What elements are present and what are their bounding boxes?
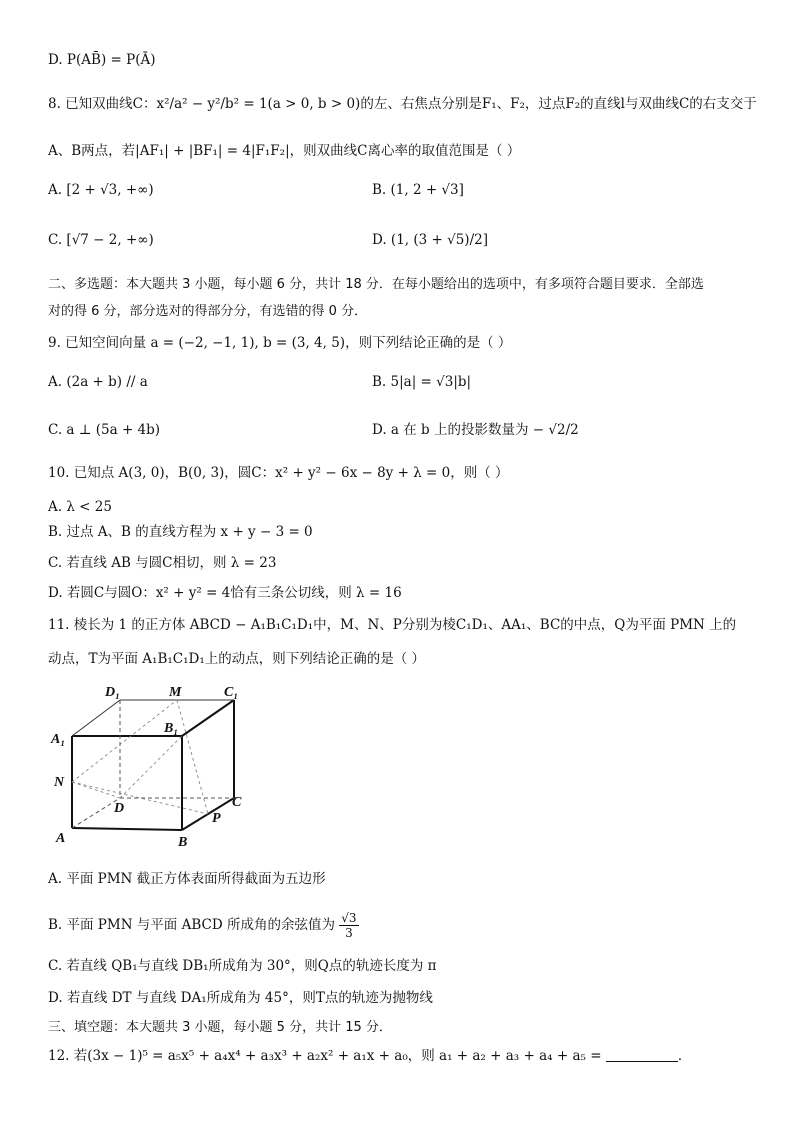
q9-option-d: D. a 在 b 上的投影数量为 − √2/2: [372, 422, 579, 438]
q8-option-a: A. [2 + √3, +∞): [48, 182, 154, 198]
q8-option-d: D. (1, (3 + √5)/2]: [372, 232, 488, 248]
question-12-text: 12. 若(3x − 1)⁵ = a₅x⁵ + a₄x⁴ + a₃x³ + a₂x² + a₁x + a₀，则 a₁ + a₂ + a₃ + a₄ + a₅ =: [48, 1048, 602, 1064]
line-np: [72, 782, 208, 814]
question-8-line2: A、B两点，若|AF₁| + |BF₁| = 4|F₁F₂|，则双曲线C离心率的取值范围是（ ）: [48, 143, 521, 159]
edge-b1c1: [182, 700, 234, 736]
label-d1: D₁: [105, 685, 120, 700]
edge-a1d1: [72, 700, 120, 736]
label-p: P: [212, 811, 221, 826]
edge-ab: [72, 828, 182, 830]
q8-option-c: C. [√7 − 2, +∞): [48, 232, 154, 248]
question-9: 9. 已知空间向量 a = (−2, −1, 1), b = (3, 4, 5)，则下列结论正确的是（ ）: [48, 335, 512, 351]
question-8-line1: 8. 已知双曲线C：x²/a² − y²/b² = 1(a > 0, b > 0)的左、右焦点分别是F₁、F₂，过点F₂的直线l与双曲线C的右支交于: [48, 96, 757, 112]
q9-option-b: B. 5|a| = √3|b|: [372, 374, 472, 390]
q9-option-a: A. (2a + b) // a: [48, 374, 148, 390]
line-nm: [72, 700, 177, 782]
label-b: B: [178, 835, 188, 848]
q11-option-b-text: B. 平面 PMN 与平面 ABCD 所成角的余弦值为: [48, 917, 335, 933]
fraction-sqrt3-over-3: [339, 911, 358, 940]
question-11-line2: 动点，T为平面 A₁B₁C₁D₁上的动点，则下列结论正确的是（ ）: [48, 651, 426, 667]
line-db1: [120, 736, 182, 798]
cube-figure: [48, 680, 263, 848]
q9-option-c: C. a ⊥ (5a + 4b): [48, 422, 161, 438]
q11-option-c: C. 若直线 QB₁与直线 DB₁所成角为 30°，则Q点的轨迹长度为 π: [48, 958, 437, 974]
question-11-line1: 11. 棱长为 1 的正方体 ABCD − A₁B₁C₁D₁中，M、N、P分别为棱C₁D₁、AA₁、BC的中点，Q为平面 PMN 上的: [48, 617, 737, 633]
edge-ad-hidden: [72, 798, 120, 828]
q11-option-a: A. 平面 PMN 截正方体表面所得截面为五边形: [48, 871, 326, 887]
answer-blank[interactable]: [606, 1047, 678, 1062]
label-a1: A₁: [51, 732, 66, 747]
label-n: N: [54, 775, 65, 790]
section-3: 三、填空题：本大题共 3 小题，每小题 5 分，共计 15 分．: [48, 1020, 392, 1035]
label-b1: B₁: [164, 721, 179, 736]
q11-option-d: D. 若直线 DT 与直线 DA₁所成角为 45°，则T点的轨迹为抛物线: [48, 990, 433, 1006]
q10-option-a: A. λ < 25: [48, 499, 112, 515]
fraction-numerator: √3: [341, 911, 357, 925]
label-a: A: [56, 831, 66, 846]
q10-option-b: B. 过点 A、B 的直线方程为 x + y − 3 = 0: [48, 524, 313, 540]
section-2-line1: 二、多选题：本大题共 3 小题，每小题 6 分，共计 18 分．在每小题给出的选项中，有多项符合题目要求．全部选: [48, 277, 704, 292]
q11-option-b: [48, 908, 750, 942]
q10-option-d: D. 若圆C与圆O：x² + y² = 4恰有三条公切线，则 λ = 16: [48, 585, 402, 601]
fraction-denominator: 3: [345, 926, 353, 940]
question-10: 10. 已知点 A(3, 0)，B(0, 3)，圆C：x² + y² − 6x − 8y + λ = 0，则（ ）: [48, 465, 509, 481]
option-d-q7: D. P(AB̄) = P(Ā): [48, 52, 156, 68]
q8-option-b: B. (1, 2 + √3]: [372, 182, 464, 198]
label-m: M: [169, 685, 182, 700]
label-d: D: [114, 801, 125, 816]
label-c: C: [232, 795, 242, 810]
label-c1: C₁: [224, 685, 239, 700]
section-2-line2: 对的得 6 分，部分选对的得部分分，有选错的得 0 分．: [48, 304, 368, 319]
question-12: 12. 若(3x − 1)⁵ = a₅x⁵ + a₄x⁴ + a₃x³ + a₂x² + a₁x + a₀，则 a₁ + a₂ + a₃ + a₄ + a₅ = ．: [48, 1048, 692, 1064]
q10-option-c: C. 若直线 AB 与圆C相切，则 λ = 23: [48, 555, 277, 571]
cube-diagram: [48, 680, 263, 848]
line-nd: [72, 782, 120, 798]
